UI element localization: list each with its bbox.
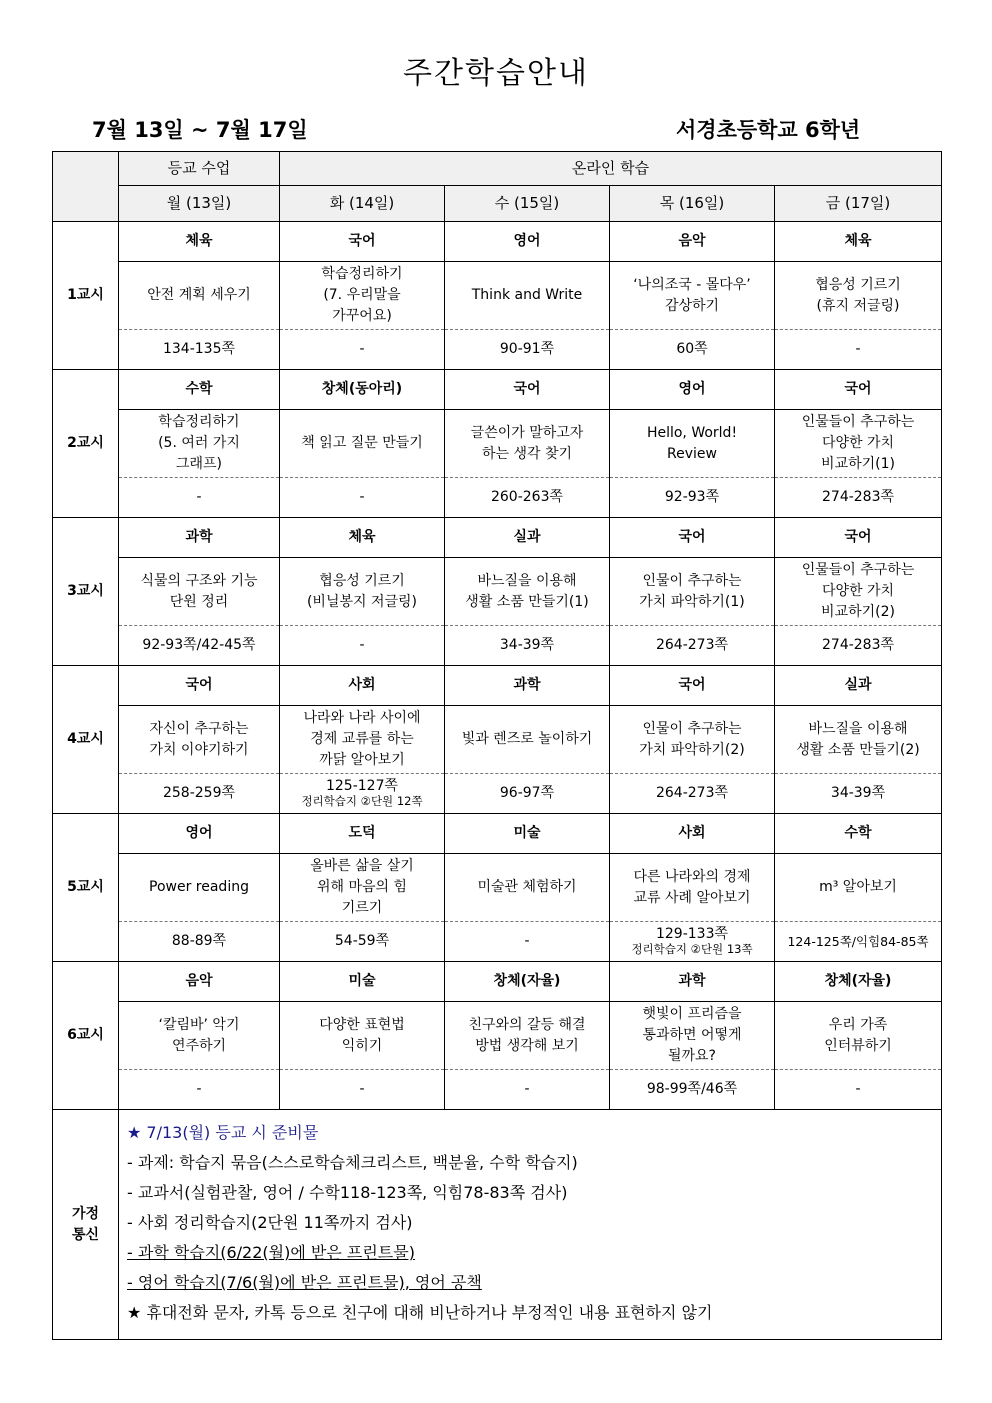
page-range: - bbox=[524, 932, 530, 949]
page-cell bbox=[280, 330, 445, 370]
page-cell bbox=[775, 626, 942, 666]
content-cell bbox=[445, 854, 610, 922]
content-line: 기르기 bbox=[341, 900, 383, 916]
content-line: 경제 교류를 하는 bbox=[310, 731, 414, 747]
page-range: 125-127쪽 bbox=[325, 777, 399, 794]
content-line: 연주하기 bbox=[171, 1037, 227, 1054]
content-cell bbox=[775, 706, 942, 774]
content-line: 협응성 기르기 bbox=[319, 572, 405, 589]
content-line: 인물들이 추구하는 bbox=[801, 414, 915, 430]
period-label: 4교시 bbox=[53, 666, 119, 814]
date-range: 7월 13일 ~ 7월 17일 bbox=[92, 118, 308, 142]
page-cell bbox=[119, 922, 280, 962]
page-cell bbox=[119, 330, 280, 370]
subject-cell: 국어 bbox=[775, 370, 942, 410]
period-page-row bbox=[53, 478, 942, 518]
subject-cell: 과학 bbox=[610, 962, 775, 1002]
page-cell bbox=[610, 922, 775, 962]
notice-item: - 사회 정리학습지(2단원 11쪽까지 검사) bbox=[127, 1213, 413, 1232]
content-line: (휴지 저글링) bbox=[816, 297, 900, 314]
page-cell bbox=[610, 1070, 775, 1110]
content-line: Think and Write bbox=[471, 287, 583, 303]
subject-cell: 체육 bbox=[119, 222, 280, 262]
page-cell bbox=[775, 774, 942, 814]
content-cell bbox=[280, 706, 445, 774]
page-cell bbox=[775, 922, 942, 962]
day-header-fri: 금 (17일) bbox=[775, 186, 942, 222]
page-range: 264-273쪽 bbox=[655, 784, 729, 801]
subject-cell: 국어 bbox=[445, 370, 610, 410]
content-cell bbox=[280, 854, 445, 922]
subject-cell: 국어 bbox=[119, 666, 280, 706]
content-cell bbox=[610, 1002, 775, 1070]
content-cell bbox=[119, 262, 280, 330]
page-range: 92-93쪽/42-45쪽 bbox=[142, 636, 256, 653]
notice-item: - 영어 학습지(7/6(월)에 받은 프린트물), 영어 공책 bbox=[127, 1273, 482, 1292]
content-line: 친구와의 갈등 해결 bbox=[468, 1016, 586, 1033]
content-cell bbox=[775, 410, 942, 478]
content-line: 다양한 가치 bbox=[821, 435, 895, 451]
period-label: 2교시 bbox=[53, 370, 119, 518]
page-range: 274-283쪽 bbox=[822, 636, 895, 653]
content-line: 방법 생각해 보기 bbox=[475, 1037, 579, 1054]
content-line: (5. 여러 가지 bbox=[158, 435, 240, 451]
notice-item: - 과학 학습지(6/22(월)에 받은 프린트물) bbox=[127, 1243, 415, 1262]
period-page-row bbox=[53, 1070, 942, 1110]
page-cell bbox=[280, 774, 445, 814]
page-range: - bbox=[359, 488, 365, 505]
content-line: 인물들이 추구하는 bbox=[801, 562, 915, 578]
content-line: 익히기 bbox=[341, 1037, 383, 1054]
subject-cell: 사회 bbox=[280, 666, 445, 706]
content-line: ‘칼림바’ 악기 bbox=[158, 1016, 240, 1033]
page-range: 34-39쪽 bbox=[499, 636, 555, 653]
home-notes-label-line: 통신 bbox=[71, 1226, 100, 1243]
subject-cell: 국어 bbox=[775, 518, 942, 558]
content-line: 다른 나라와의 경제 bbox=[633, 868, 751, 885]
content-line: (비닐봉지 저글링) bbox=[306, 593, 418, 610]
content-line: 될까요? bbox=[667, 1048, 716, 1064]
subject-cell: 미술 bbox=[280, 962, 445, 1002]
content-line: 인물이 추구하는 bbox=[642, 720, 742, 737]
content-line: 글쓴이가 말하고자 bbox=[470, 424, 584, 441]
page-range: 34-39쪽 bbox=[830, 784, 886, 801]
subject-cell: 과학 bbox=[445, 666, 610, 706]
content-cell bbox=[610, 262, 775, 330]
content-line: 미술관 체험하기 bbox=[477, 879, 577, 895]
content-cell bbox=[280, 558, 445, 626]
page-cell bbox=[610, 330, 775, 370]
schedule-table bbox=[52, 151, 942, 1340]
content-cell bbox=[445, 558, 610, 626]
content-cell bbox=[610, 706, 775, 774]
page-range: - bbox=[855, 340, 861, 357]
subject-cell: 미술 bbox=[445, 814, 610, 854]
period-content-row bbox=[53, 558, 942, 626]
page-cell bbox=[445, 922, 610, 962]
content-line: 나라와 나라 사이에 bbox=[303, 710, 421, 726]
content-line: 통과하면 어떻게 bbox=[642, 1027, 742, 1043]
page-range: - bbox=[359, 636, 365, 653]
page-note: 정리학습지 ②단원 13쪽 bbox=[631, 942, 753, 957]
in-school-header: 등교 수업 bbox=[119, 152, 280, 186]
subject-cell: 수학 bbox=[775, 814, 942, 854]
page-cell bbox=[119, 774, 280, 814]
notice-item: - 교과서(실험관찰, 영어 / 수학118-123쪽, 익힘78-83쪽 검사) bbox=[127, 1183, 568, 1202]
online-header: 온라인 학습 bbox=[280, 152, 942, 186]
period-label: 1교시 bbox=[53, 222, 119, 370]
content-line: 바느질을 이용해 bbox=[477, 572, 577, 589]
page-range: 98-99쪽/46쪽 bbox=[646, 1080, 738, 1097]
content-cell bbox=[445, 1002, 610, 1070]
content-line: 하는 생각 찾기 bbox=[481, 445, 573, 462]
content-line: 학습정리하기 bbox=[321, 266, 403, 282]
content-cell bbox=[445, 262, 610, 330]
page-cell bbox=[610, 478, 775, 518]
content-line: 협응성 기르기 bbox=[815, 276, 901, 293]
period-label: 3교시 bbox=[53, 518, 119, 666]
subject-cell: 영어 bbox=[610, 370, 775, 410]
period-subject-row bbox=[53, 814, 942, 854]
period-label: 5교시 bbox=[53, 814, 119, 962]
content-line: 식물의 구조와 기능 bbox=[140, 572, 258, 589]
subject-cell: 체육 bbox=[280, 518, 445, 558]
content-line: 안전 계획 세우기 bbox=[147, 287, 251, 303]
page-note: 정리학습지 ②단원 12쪽 bbox=[301, 794, 423, 809]
period-page-row bbox=[53, 330, 942, 370]
page-cell bbox=[280, 922, 445, 962]
page-cell bbox=[775, 478, 942, 518]
content-line: 가치 파악하기(2) bbox=[639, 741, 745, 758]
content-cell bbox=[119, 1002, 280, 1070]
period-label: 6교시 bbox=[53, 962, 119, 1110]
content-line: 자신이 추구하는 bbox=[149, 720, 249, 737]
school-name: 서경초등학교 6학년 bbox=[676, 118, 861, 142]
page-range: 260-263쪽 bbox=[490, 488, 564, 505]
notice-star-line: ★ 7/13(월) 등교 시 준비물 bbox=[127, 1123, 319, 1142]
content-line: Hello, World! bbox=[646, 424, 738, 441]
content-line: 가치 파악하기(1) bbox=[639, 593, 745, 610]
subject-cell: 창체(자율) bbox=[775, 962, 942, 1002]
content-cell bbox=[119, 706, 280, 774]
content-line: Review bbox=[667, 445, 717, 462]
page-cell bbox=[610, 774, 775, 814]
period-page-row bbox=[53, 626, 942, 666]
subject-cell: 도덕 bbox=[280, 814, 445, 854]
content-cell bbox=[280, 262, 445, 330]
home-notes-label-line: 가정 bbox=[71, 1205, 100, 1222]
page-range: 92-93쪽 bbox=[664, 488, 720, 505]
page-cell bbox=[280, 626, 445, 666]
content-line: 올바른 삶을 살기 bbox=[310, 858, 414, 874]
page-range: - bbox=[359, 1080, 365, 1097]
period-subject-row bbox=[53, 222, 942, 262]
subject-cell: 실과 bbox=[445, 518, 610, 558]
page-range: 54-59쪽 bbox=[334, 932, 390, 949]
home-notes-content bbox=[119, 1110, 942, 1340]
content-line: 생활 소품 만들기(2) bbox=[796, 741, 920, 758]
content-line: 우리 가족 bbox=[828, 1016, 888, 1033]
content-cell bbox=[775, 558, 942, 626]
content-cell bbox=[119, 410, 280, 478]
page-range: 258-259쪽 bbox=[162, 784, 236, 801]
notice-item: - 과제: 학습지 묶음(스스로학습체크리스트, 백분율, 수학 학습지) bbox=[127, 1153, 578, 1172]
period-content-row bbox=[53, 706, 942, 774]
notice-star-line: ★ 휴대전화 문자, 카톡 등으로 친구에 대해 비난하거나 부정적인 내용 표현하지 않기 bbox=[127, 1303, 713, 1322]
content-line: 인터뷰하기 bbox=[824, 1037, 892, 1054]
day-header-mon: 월 (13일) bbox=[119, 186, 280, 222]
home-notes-label bbox=[53, 1110, 119, 1340]
page-range: 96-97쪽 bbox=[499, 784, 555, 801]
content-line: (7. 우리말을 bbox=[323, 287, 401, 303]
content-cell bbox=[775, 1002, 942, 1070]
content-cell bbox=[119, 558, 280, 626]
content-cell bbox=[445, 706, 610, 774]
content-line: 비교하기(1) bbox=[821, 456, 895, 472]
page-range: - bbox=[196, 1080, 202, 1097]
day-header-wed: 수 (15일) bbox=[445, 186, 610, 222]
content-line: 다양한 가치 bbox=[821, 583, 895, 599]
page-range: 124-125쪽/익힘84-85쪽 bbox=[787, 933, 929, 949]
page-range: 134-135쪽 bbox=[162, 340, 236, 357]
page-cell bbox=[445, 774, 610, 814]
period-subject-row bbox=[53, 518, 942, 558]
page-cell bbox=[445, 626, 610, 666]
day-header-thu: 목 (16일) bbox=[610, 186, 775, 222]
subject-cell: 창체(자율) bbox=[445, 962, 610, 1002]
page-range: 264-273쪽 bbox=[655, 636, 729, 653]
page-cell bbox=[119, 478, 280, 518]
period-page-row bbox=[53, 922, 942, 962]
content-cell bbox=[119, 854, 280, 922]
page-cell bbox=[610, 626, 775, 666]
content-cell bbox=[280, 410, 445, 478]
subject-cell: 음악 bbox=[610, 222, 775, 262]
day-header-tue: 화 (14일) bbox=[280, 186, 445, 222]
period-subject-row bbox=[53, 666, 942, 706]
content-cell bbox=[445, 410, 610, 478]
page-cell bbox=[445, 1070, 610, 1110]
page-cell bbox=[280, 478, 445, 518]
content-line: 빛과 렌즈로 놀이하기 bbox=[461, 731, 593, 747]
content-line: 가치 이야기하기 bbox=[149, 741, 249, 758]
subject-cell: 체육 bbox=[775, 222, 942, 262]
content-cell bbox=[775, 854, 942, 922]
page-range: 129-133쪽 bbox=[655, 925, 729, 942]
period-subject-row bbox=[53, 370, 942, 410]
content-line: 생활 소품 만들기(1) bbox=[465, 593, 589, 610]
corner-cell bbox=[53, 152, 119, 222]
page-cell bbox=[775, 330, 942, 370]
subject-cell: 국어 bbox=[610, 518, 775, 558]
content-cell bbox=[775, 262, 942, 330]
page-range: - bbox=[196, 488, 202, 505]
home-notes-row bbox=[53, 1110, 942, 1340]
subject-cell: 국어 bbox=[280, 222, 445, 262]
subject-cell: 과학 bbox=[119, 518, 280, 558]
content-line: 햇빛이 프리즘을 bbox=[642, 1006, 742, 1022]
content-line: ‘나의조국 - 몰다우’ bbox=[633, 276, 751, 293]
content-line: 다양한 표현법 bbox=[319, 1016, 405, 1033]
content-line: m³ 알아보기 bbox=[819, 879, 897, 895]
content-line: 까닭 알아보기 bbox=[319, 752, 405, 768]
content-line: 인물이 추구하는 bbox=[642, 572, 742, 589]
subject-cell: 국어 bbox=[610, 666, 775, 706]
subject-cell: 영어 bbox=[119, 814, 280, 854]
subject-cell: 영어 bbox=[445, 222, 610, 262]
period-content-row bbox=[53, 1002, 942, 1070]
page-cell bbox=[280, 1070, 445, 1110]
page-cell bbox=[119, 626, 280, 666]
subject-cell: 수학 bbox=[119, 370, 280, 410]
content-line: 책 읽고 질문 만들기 bbox=[301, 435, 423, 451]
period-page-row bbox=[53, 774, 942, 814]
period-content-row bbox=[53, 410, 942, 478]
subject-cell: 창체(동아리) bbox=[280, 370, 445, 410]
subject-cell: 실과 bbox=[775, 666, 942, 706]
content-line: 바느질을 이용해 bbox=[808, 720, 908, 737]
content-cell bbox=[280, 1002, 445, 1070]
content-cell bbox=[610, 410, 775, 478]
content-line: 그래프) bbox=[175, 456, 223, 472]
content-line: 위해 마음의 힘 bbox=[316, 879, 408, 895]
page-range: 274-283쪽 bbox=[822, 488, 895, 505]
content-line: 교류 사례 알아보기 bbox=[633, 889, 751, 906]
subject-cell: 사회 bbox=[610, 814, 775, 854]
content-line: Power reading bbox=[149, 879, 249, 895]
content-line: 가꾸어요) bbox=[332, 308, 392, 324]
page-range: 90-91쪽 bbox=[499, 340, 555, 357]
period-content-row bbox=[53, 854, 942, 922]
content-cell bbox=[610, 854, 775, 922]
subject-cell: 음악 bbox=[119, 962, 280, 1002]
page-cell bbox=[119, 1070, 280, 1110]
period-content-row bbox=[53, 262, 942, 330]
period-subject-row bbox=[53, 962, 942, 1002]
page-range: 60쪽 bbox=[676, 340, 708, 357]
page-title: 주간학습안내 bbox=[403, 56, 589, 91]
page-range: 88-89쪽 bbox=[171, 932, 227, 949]
page-range: - bbox=[855, 1080, 861, 1097]
page-cell bbox=[445, 478, 610, 518]
content-cell bbox=[610, 558, 775, 626]
content-line: 감상하기 bbox=[664, 297, 720, 314]
page-range: - bbox=[359, 340, 365, 357]
content-line: 비교하기(2) bbox=[821, 604, 895, 620]
page-cell bbox=[775, 1070, 942, 1110]
content-line: 단원 정리 bbox=[169, 593, 229, 610]
page-cell bbox=[445, 330, 610, 370]
page-range: - bbox=[524, 1080, 530, 1097]
content-line: 학습정리하기 bbox=[158, 414, 240, 430]
